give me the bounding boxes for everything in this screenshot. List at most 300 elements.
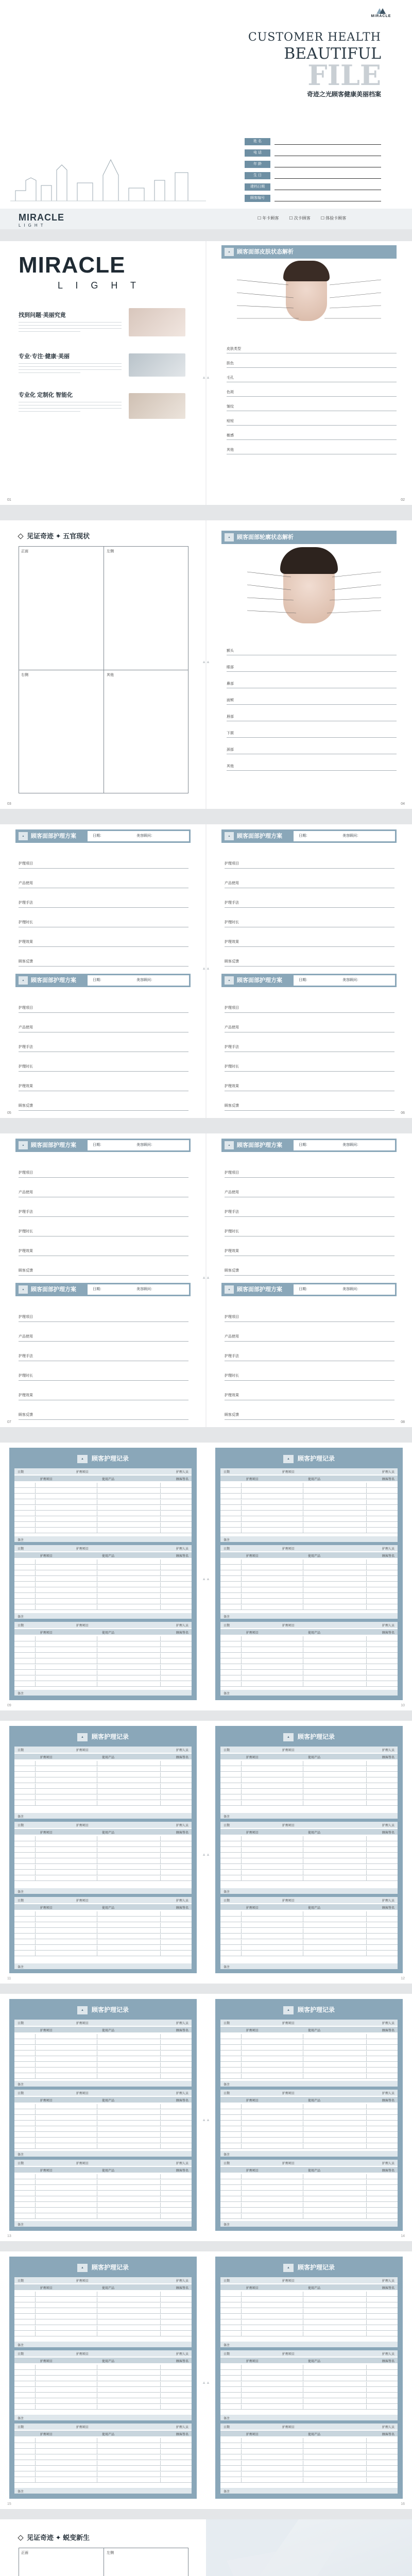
record-row[interactable]	[220, 1483, 398, 1488]
plan-row[interactable]	[225, 1014, 394, 1032]
record-row[interactable]	[14, 1582, 192, 1587]
plan-row[interactable]	[225, 1033, 394, 1052]
record-row[interactable]	[220, 2292, 398, 2297]
record-note[interactable]: 备注	[220, 1536, 398, 1542]
record-row[interactable]	[14, 1588, 192, 1593]
record-row[interactable]	[14, 1865, 192, 1870]
face-contour-fields: 额头 眼部 鼻部 面颊 唇部 下颌 颈部 其他	[227, 639, 397, 771]
record-row[interactable]	[220, 1951, 398, 1956]
record-row[interactable]	[14, 2297, 192, 2302]
record-row[interactable]	[220, 2404, 398, 2410]
record-frame	[9, 2257, 197, 2499]
record-row[interactable]	[14, 2174, 192, 2179]
record-row[interactable]	[220, 2393, 398, 2398]
record-row[interactable]	[14, 1571, 192, 1576]
record-row[interactable]	[220, 1865, 398, 1870]
record-row[interactable]	[14, 2104, 192, 2109]
record-row[interactable]	[220, 1911, 398, 1917]
record-row[interactable]	[14, 2202, 192, 2208]
record-row[interactable]	[14, 2376, 192, 2381]
plan-row[interactable]	[225, 1362, 394, 1381]
plan-row[interactable]	[19, 1198, 188, 1217]
record-row[interactable]	[14, 1951, 192, 1956]
record-row[interactable]	[220, 1795, 398, 1800]
record-note[interactable]: 备注	[14, 2081, 192, 2087]
record-note[interactable]: 备注	[14, 1963, 192, 1969]
record-row[interactable]	[14, 1594, 192, 1599]
record-row[interactable]	[220, 2382, 398, 2387]
record-row[interactable]	[14, 2326, 192, 2331]
record-row[interactable]	[14, 2331, 192, 2336]
record-note[interactable]: 备注	[14, 2221, 192, 2227]
plan-row[interactable]	[19, 1092, 188, 1111]
record-row[interactable]	[14, 1605, 192, 1610]
record-note[interactable]: 备注	[14, 1536, 192, 1542]
record-row[interactable]	[220, 1682, 398, 1687]
record-row[interactable]	[14, 1676, 192, 1681]
record-row[interactable]	[14, 2034, 192, 2039]
record-row[interactable]	[14, 1577, 192, 1582]
plan-row[interactable]	[19, 1303, 188, 1322]
record-row[interactable]	[14, 2110, 192, 2115]
record-row[interactable]	[220, 1853, 398, 1858]
record-row[interactable]	[220, 2132, 398, 2138]
record-row[interactable]	[220, 2121, 398, 2126]
plan-row[interactable]	[225, 1238, 394, 1256]
record-row[interactable]	[14, 1636, 192, 1641]
record-row[interactable]	[14, 1801, 192, 1806]
record-row[interactable]	[14, 1560, 192, 1565]
record-row[interactable]	[220, 1767, 398, 1772]
record-row[interactable]	[14, 1853, 192, 1858]
record-row[interactable]	[14, 1505, 192, 1511]
record-row[interactable]	[14, 1876, 192, 1881]
record-row[interactable]	[14, 1934, 192, 1939]
record-row[interactable]	[220, 2127, 398, 2132]
plan-row[interactable]	[225, 1382, 394, 1400]
record-row[interactable]	[14, 2045, 192, 2050]
record-row[interactable]	[220, 2331, 398, 2336]
record-row[interactable]	[220, 1940, 398, 1945]
record-row[interactable]	[14, 2214, 192, 2219]
record-row[interactable]	[14, 1859, 192, 1864]
record-note[interactable]: 备注	[220, 2081, 398, 2087]
record-row[interactable]	[14, 2040, 192, 2045]
record-row[interactable]	[220, 2461, 398, 2466]
record-row[interactable]	[14, 2074, 192, 2079]
record-row[interactable]	[220, 2309, 398, 2314]
record-row[interactable]	[14, 2057, 192, 2062]
record-row[interactable]	[220, 1653, 398, 1658]
record-row[interactable]	[220, 2376, 398, 2381]
record-row[interactable]	[220, 1636, 398, 1641]
record-row[interactable]	[14, 1528, 192, 1533]
record-row[interactable]	[220, 1801, 398, 1806]
plan-row[interactable]	[19, 1218, 188, 1236]
plan-row[interactable]	[19, 850, 188, 869]
record-row[interactable]	[220, 1859, 398, 1864]
record-row[interactable]	[220, 1571, 398, 1576]
page-number: 05	[7, 1111, 11, 1115]
plan-row[interactable]	[19, 1014, 188, 1032]
plan-row[interactable]	[19, 909, 188, 927]
plan-row[interactable]	[19, 1257, 188, 1276]
record-row[interactable]	[220, 2444, 398, 2449]
record-row[interactable]	[14, 1789, 192, 1794]
record-row[interactable]	[220, 2068, 398, 2073]
record-row[interactable]	[14, 2309, 192, 2314]
record-row[interactable]	[220, 1505, 398, 1511]
check-times[interactable]: ☐ 次卡顾客	[289, 216, 311, 221]
plan-row[interactable]	[19, 889, 188, 908]
plan-row[interactable]	[19, 1053, 188, 1072]
record-row[interactable]	[220, 1676, 398, 1681]
record-row[interactable]	[14, 1848, 192, 1853]
record-row[interactable]	[220, 1772, 398, 1777]
record-row[interactable]	[14, 2121, 192, 2126]
record-row[interactable]	[220, 2214, 398, 2219]
plan-row[interactable]	[19, 1238, 188, 1256]
plan-row[interactable]	[19, 1159, 188, 1178]
record-row[interactable]	[14, 1599, 192, 1604]
plan-row[interactable]	[225, 1159, 394, 1178]
record-row[interactable]	[220, 1934, 398, 1939]
record-row[interactable]	[14, 1795, 192, 1800]
record-row[interactable]	[14, 2132, 192, 2138]
plan-row[interactable]	[225, 909, 394, 927]
record-row[interactable]	[220, 2144, 398, 2149]
record-block-header: 日期 护理项目 护理人员	[14, 2090, 192, 2096]
record-row[interactable]	[220, 2297, 398, 2302]
plan-row[interactable]	[225, 1257, 394, 1276]
plan-row[interactable]	[19, 1382, 188, 1400]
record-row[interactable]	[220, 1522, 398, 1528]
record-row[interactable]	[14, 1767, 192, 1772]
plan-row-label: 顾客反馈	[225, 1104, 239, 1108]
plan-row[interactable]	[19, 994, 188, 1013]
plan-row[interactable]	[19, 1323, 188, 1342]
record-row[interactable]	[220, 2074, 398, 2079]
record-row[interactable]	[220, 2051, 398, 2056]
plan-row-label: 护理时长	[225, 1374, 239, 1378]
record-note[interactable]: 备注	[14, 2151, 192, 2157]
record-row[interactable]	[220, 2370, 398, 2376]
record-row[interactable]	[220, 1528, 398, 1533]
record-row[interactable]	[14, 2382, 192, 2387]
record-row[interactable]	[14, 1928, 192, 1934]
record-row[interactable]	[14, 2115, 192, 2121]
record-note[interactable]: 备注	[220, 1813, 398, 1819]
record-row[interactable]	[220, 1500, 398, 1505]
record-row[interactable]	[14, 1945, 192, 1951]
record-row[interactable]	[14, 1659, 192, 1664]
record-row[interactable]	[220, 2180, 398, 2185]
record-row[interactable]	[220, 2040, 398, 2045]
check-trial[interactable]: ☐ 体验卡顾客	[320, 216, 347, 221]
record-row[interactable]	[220, 2110, 398, 2115]
record-row[interactable]	[220, 1917, 398, 1922]
record-row[interactable]	[220, 2185, 398, 2191]
record-note[interactable]: 备注	[14, 1613, 192, 1619]
record-row[interactable]	[220, 2449, 398, 2454]
plan-row-label: 护理手法	[225, 1354, 239, 1358]
record-row[interactable]	[14, 2444, 192, 2449]
plan-row[interactable]	[225, 1073, 394, 1091]
record-row[interactable]	[14, 2051, 192, 2056]
record-row[interactable]	[14, 2387, 192, 2393]
plan-row[interactable]	[19, 928, 188, 947]
plan-row[interactable]	[225, 1218, 394, 1236]
record-row[interactable]	[220, 1588, 398, 1593]
plan-row[interactable]	[19, 870, 188, 888]
record-row[interactable]	[220, 1876, 398, 1881]
plan-row[interactable]	[19, 1179, 188, 1197]
record-row[interactable]	[14, 2144, 192, 2149]
record-row[interactable]	[220, 1488, 398, 1494]
plan-row[interactable]	[225, 889, 394, 908]
record-note[interactable]: 备注	[14, 1888, 192, 1894]
plan-row-label: 产品使用	[19, 882, 33, 885]
field-file-date[interactable]: 建档日期	[245, 183, 381, 192]
record-row[interactable]	[14, 1870, 192, 1875]
record-row[interactable]	[220, 1784, 398, 1789]
record-note[interactable]: 备注	[14, 2488, 192, 2494]
record-row[interactable]	[220, 2365, 398, 2370]
record-row[interactable]	[14, 1917, 192, 1922]
record-row[interactable]	[220, 2472, 398, 2477]
record-note[interactable]: 备注	[14, 2415, 192, 2420]
plan-row[interactable]	[225, 928, 394, 947]
record-row[interactable]	[220, 1842, 398, 1847]
record-row[interactable]	[14, 1772, 192, 1777]
record-row[interactable]	[220, 1577, 398, 1582]
record-frame	[9, 1726, 197, 1973]
record-row[interactable]	[14, 2208, 192, 2213]
plan-row[interactable]	[225, 994, 394, 1013]
record-row[interactable]	[14, 1784, 192, 1789]
plan-header: ▲ 顾客面部护理方案 日期： 美容顾问：	[15, 974, 191, 987]
record-row[interactable]	[14, 2127, 192, 2132]
plan-row[interactable]	[225, 1179, 394, 1197]
record-row[interactable]	[220, 1648, 398, 1653]
record-row[interactable]	[14, 2455, 192, 2460]
field-name[interactable]: 姓 名	[245, 138, 381, 146]
grid-title: 见证奇迹 ✦ 五官现状	[19, 531, 90, 540]
record-row[interactable]	[220, 2387, 398, 2393]
record-note[interactable]: 备注	[220, 2342, 398, 2347]
record-row[interactable]	[220, 2399, 398, 2404]
plan-row[interactable]	[225, 870, 394, 888]
record-row[interactable]	[220, 2466, 398, 2471]
record-row[interactable]	[14, 1682, 192, 1687]
record-row[interactable]	[14, 1500, 192, 1505]
record-row[interactable]	[220, 2197, 398, 2202]
record-row[interactable]	[14, 1940, 192, 1945]
record-row[interactable]	[220, 1870, 398, 1875]
plan-row[interactable]	[19, 1033, 188, 1052]
record-row[interactable]	[220, 1642, 398, 1647]
record-row[interactable]	[220, 1582, 398, 1587]
plan-row[interactable]	[225, 1198, 394, 1217]
plan-row[interactable]	[19, 948, 188, 967]
record-row[interactable]	[14, 2404, 192, 2410]
record-row[interactable]	[14, 1670, 192, 1675]
record-row[interactable]	[14, 2399, 192, 2404]
record-row[interactable]	[220, 1928, 398, 1934]
record-row[interactable]	[14, 2466, 192, 2471]
record-row[interactable]	[220, 1605, 398, 1610]
record-row[interactable]	[14, 1911, 192, 1917]
record-row[interactable]	[14, 2438, 192, 2443]
record-row[interactable]	[220, 1565, 398, 1570]
record-row[interactable]	[14, 2370, 192, 2376]
record-row[interactable]	[14, 2393, 192, 2398]
plan-row[interactable]	[19, 1362, 188, 1381]
record-note[interactable]: 备注	[220, 1888, 398, 1894]
plan-row-label: 护理项目	[225, 862, 239, 866]
record-row[interactable]	[220, 1945, 398, 1951]
record-row[interactable]	[14, 1494, 192, 1499]
plan-row[interactable]	[19, 1401, 188, 1420]
record-row[interactable]	[220, 2174, 398, 2179]
record-row[interactable]	[220, 1599, 398, 1604]
record-row[interactable]	[14, 2138, 192, 2143]
record-row[interactable]	[220, 2045, 398, 2050]
record-row[interactable]	[220, 2115, 398, 2121]
record-note[interactable]: 备注	[14, 1690, 192, 1696]
plan-row[interactable]	[225, 1401, 394, 1420]
record-row[interactable]	[220, 1594, 398, 1599]
plan-row[interactable]	[225, 1303, 394, 1322]
record-frame	[215, 2257, 403, 2499]
record-row[interactable]	[14, 2068, 192, 2073]
record-row[interactable]	[220, 2314, 398, 2319]
plan-header: ▲ 顾客面部护理方案 日期： 美容顾问：	[15, 1139, 191, 1152]
record-block	[220, 1897, 398, 1969]
record-note[interactable]: 备注	[220, 1690, 398, 1696]
record-row[interactable]	[220, 1778, 398, 1783]
record-row[interactable]	[14, 2449, 192, 2454]
record-row[interactable]	[14, 1923, 192, 1928]
record-row[interactable]	[14, 2191, 192, 2196]
record-row[interactable]	[220, 1511, 398, 1516]
record-row[interactable]	[220, 2208, 398, 2213]
record-row[interactable]	[14, 1761, 192, 1766]
record-row[interactable]	[220, 2057, 398, 2062]
record-row[interactable]	[14, 2478, 192, 2483]
record-row[interactable]	[220, 2478, 398, 2483]
record-row[interactable]	[220, 1665, 398, 1670]
record-row[interactable]	[14, 1522, 192, 1528]
record-note[interactable]: 备注	[220, 2488, 398, 2494]
record-row[interactable]	[220, 1494, 398, 1499]
record-row[interactable]	[220, 2202, 398, 2208]
plan-row[interactable]	[225, 1092, 394, 1111]
record-row[interactable]	[220, 2138, 398, 2143]
record-row[interactable]	[14, 2472, 192, 2477]
record-row[interactable]	[14, 2365, 192, 2370]
field-customer-id[interactable]: 顾客编号	[245, 195, 381, 203]
record-row[interactable]	[14, 1517, 192, 1522]
record-row[interactable]	[14, 2292, 192, 2297]
record-note[interactable]: 备注	[220, 2415, 398, 2420]
record-title: ▲ 顾客护理记录	[11, 1730, 195, 1743]
check-annual[interactable]: ☐ 年卡顾客	[258, 216, 279, 221]
record-row[interactable]	[220, 1761, 398, 1766]
record-row[interactable]	[220, 2320, 398, 2325]
record-row[interactable]	[220, 1848, 398, 1853]
record-row[interactable]	[220, 2303, 398, 2308]
record-row[interactable]	[220, 2034, 398, 2039]
record-note[interactable]: 备注	[220, 1963, 398, 1969]
intro-section-1: 找到问题·美丽究竟	[19, 311, 122, 334]
record-note[interactable]: 备注	[14, 2342, 192, 2347]
record-row[interactable]	[220, 2191, 398, 2196]
record-row[interactable]	[14, 1665, 192, 1670]
plan-row-label: 护理效果	[19, 1084, 33, 1088]
record-note[interactable]: 备注	[220, 2221, 398, 2227]
record-row[interactable]	[14, 1488, 192, 1494]
record-row[interactable]	[14, 1653, 192, 1658]
record-row[interactable]	[14, 2320, 192, 2325]
record-row[interactable]	[220, 1659, 398, 1664]
field-phone[interactable]: 电 话	[245, 149, 381, 158]
record-row[interactable]	[220, 1923, 398, 1928]
plan-row[interactable]	[225, 948, 394, 967]
record-frame	[215, 1726, 403, 1973]
record-row[interactable]	[14, 1842, 192, 1847]
plan-row[interactable]	[19, 1073, 188, 1091]
record-tag-icon: ▲	[283, 2006, 294, 2014]
record-row[interactable]	[14, 2314, 192, 2319]
record-note[interactable]: 备注	[220, 2151, 398, 2157]
record-row[interactable]	[14, 2180, 192, 2185]
record-frame	[9, 1999, 197, 2231]
record-row[interactable]	[14, 2185, 192, 2191]
plan-row[interactable]	[225, 850, 394, 869]
record-row[interactable]	[220, 2455, 398, 2460]
record-row[interactable]	[14, 1483, 192, 1488]
record-row[interactable]	[220, 1670, 398, 1675]
field-age[interactable]: 年 龄	[245, 161, 381, 169]
record-note[interactable]: 备注	[14, 1813, 192, 1819]
record-row[interactable]	[220, 1836, 398, 1841]
record-row[interactable]	[220, 1517, 398, 1522]
plan-row[interactable]	[225, 1323, 394, 1342]
record-note[interactable]: 备注	[220, 1613, 398, 1619]
record-row[interactable]	[220, 2062, 398, 2067]
plan-row[interactable]	[225, 1343, 394, 1361]
record-row[interactable]	[220, 1789, 398, 1794]
record-row[interactable]	[220, 2438, 398, 2443]
record-row[interactable]	[14, 2303, 192, 2308]
record-row[interactable]	[220, 1560, 398, 1565]
plan-row[interactable]	[225, 1053, 394, 1072]
record-row[interactable]	[14, 1648, 192, 1653]
record-row[interactable]	[14, 2062, 192, 2067]
record-row[interactable]	[14, 2461, 192, 2466]
record-row[interactable]	[14, 1511, 192, 1516]
record-row[interactable]	[14, 2197, 192, 2202]
record-row[interactable]	[14, 1836, 192, 1841]
record-row[interactable]	[14, 1778, 192, 1783]
field-birthday[interactable]: 生 日	[245, 172, 381, 180]
record-row[interactable]	[14, 1642, 192, 1647]
record-row[interactable]	[220, 2326, 398, 2331]
record-row[interactable]	[220, 2104, 398, 2109]
record-row[interactable]	[14, 1565, 192, 1570]
plan-row[interactable]	[19, 1343, 188, 1361]
